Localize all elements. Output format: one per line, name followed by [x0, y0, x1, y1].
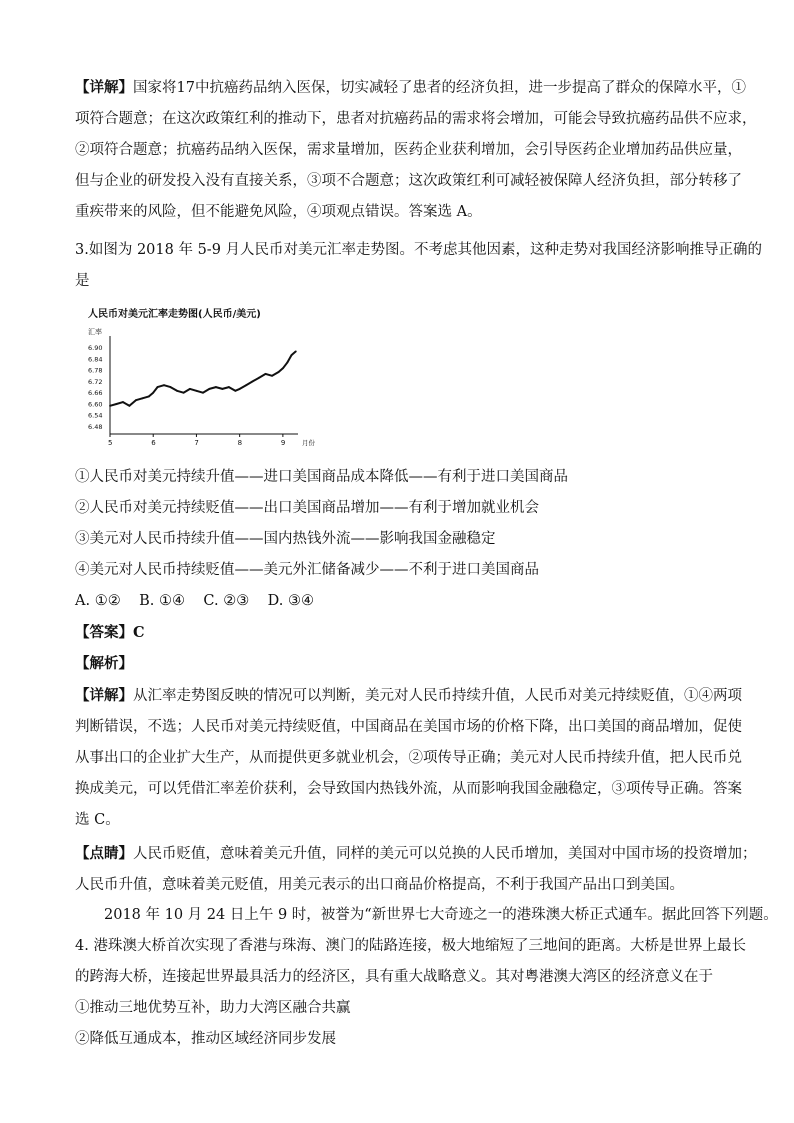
text-line: 判断错误，不选；人民币对美元持续贬值，中国商品在美国市场的价格下降，出口美国的商品增加，促使	[75, 719, 742, 735]
data-point	[189, 388, 191, 390]
data-point	[258, 377, 260, 379]
data-point	[209, 388, 211, 390]
data-point	[278, 371, 280, 373]
data-point	[221, 388, 223, 390]
option-item: ④美元对人民币持续贬值——美元外汇储备减少——不利于进口美国商品	[75, 562, 539, 578]
data-point	[234, 390, 236, 392]
data-point	[157, 386, 159, 388]
text-line: 从事出口的企业扩大生产，从而提供更多就业机会，②项传导正确；美元对人民币持续升值，把人民币兑	[75, 750, 742, 766]
data-point	[239, 388, 241, 390]
x-tick-label: 7	[194, 439, 199, 447]
text-line: 人民币升值，意味着美元贬值，用美元表示的出口商品价格提高，不利于我国产品出口到美国。	[75, 877, 684, 893]
data-point	[291, 354, 293, 356]
exchange-rate-series-line	[110, 351, 296, 405]
text-line: 3.如图为 2018 年 5-9 月人民币对美元汇率走势图。不考虑其他因素，这种走势对我国经济影响推导正确的	[75, 242, 763, 258]
data-point	[163, 384, 165, 386]
y-tick-label: 6.54	[88, 411, 103, 420]
data-point	[183, 392, 185, 394]
answer-label: 【答案】C	[75, 624, 145, 641]
x-tick-label: 8	[237, 439, 243, 447]
question-3-stem	[75, 235, 763, 297]
text-line: 选 C。	[75, 812, 120, 828]
data-point	[135, 399, 137, 401]
x-tick-label: 5	[108, 439, 113, 447]
y-tick-label: 6.60	[88, 400, 103, 409]
data-point	[228, 386, 230, 388]
data-point	[116, 403, 118, 405]
data-point	[286, 362, 288, 364]
text-line: 重疾带来的风险，但不能避免风险，④项观点错误。答案选 A。	[75, 204, 482, 220]
explanation-tag: 【详解】	[75, 79, 133, 96]
y-tick-label: 6.90	[88, 344, 103, 353]
option-item: ①人民币对美元持续升值——进口美国商品成本降低——有利于进口美国商品	[75, 469, 568, 485]
text-line: 人民币贬值，意味着美元升值，同样的美元可以兑换的人民币增加，美国对中国市场的投资增加；	[133, 846, 757, 862]
x-tick-label: 9	[280, 439, 286, 447]
text-line: 但与企业的研发投入没有直接关系，③项不合题意；这次政策红利可减轻被保障人经济负担，部分转移了	[75, 173, 742, 189]
data-point	[295, 350, 297, 352]
text-line: 是	[75, 273, 90, 289]
answer-choices: A. ①② B. ①④ C. ②③ D. ③④	[75, 593, 314, 609]
text-line: 国家将17中抗癌药品纳入医保，切实减轻了患者的经济负担，进一步提高了群众的保障水平，①	[133, 80, 746, 96]
y-tick-label: 6.78	[88, 366, 103, 375]
y-tick-label: 6.48	[88, 422, 103, 431]
option-item: ②人民币对美元持续贬值——出口美国商品增加——有利于增加就业机会	[75, 500, 539, 516]
y-tick-label: 6.84	[88, 355, 103, 364]
data-point	[109, 405, 111, 407]
explanation-paragraph-q3	[75, 680, 742, 836]
text-line: 从汇率走势图反映的情况可以判断，美元对人民币持续升值，人民币对美元持续贬值，①④两项	[133, 688, 742, 704]
data-point	[202, 392, 204, 394]
y-tick-label: 6.66	[88, 389, 103, 398]
explanation-tag: 【详解】	[75, 687, 133, 704]
analysis-label: 【解析】	[75, 655, 133, 672]
data-point	[142, 397, 144, 399]
question-3-options	[75, 462, 735, 679]
data-point	[122, 401, 124, 403]
text-line: 的跨海大桥，连接起世界最具活力的经济区，具有重大战略意义。其对粤港澳大湾区的经济意义在于	[75, 969, 713, 985]
y-axis-label: 汇率	[88, 328, 102, 336]
data-point	[196, 390, 198, 392]
x-axis-label: 月份	[302, 439, 315, 447]
question-4	[75, 900, 778, 1055]
data-point	[252, 381, 254, 383]
option-item: ②降低互通成本，推动区域经济同步发展	[75, 1031, 336, 1047]
option-item: ③美元对人民币持续升值——国内热钱外流——影响我国金融稳定	[75, 531, 496, 547]
text-line: 4. 港珠澳大桥首次实现了香港与珠海、澳门的陆路连接，极大地缩短了三地间的距离。大桥是世界上最长	[75, 938, 746, 954]
question-4-intro: 2018 年 10 月 24 日上午 9 时，被誉为“新世界七大奇迹之一的港珠澳大桥正式通车。据此回答下列题。	[104, 907, 778, 923]
chart-title: 人民币对美元汇率走势图(人民币/美元)	[88, 309, 261, 320]
text-line: 换成美元，可以凭借汇率差价获利，会导致国内热钱外流，从而影响我国金融稳定，③项传导正确。答案	[75, 781, 742, 797]
x-tick-label: 6	[151, 439, 156, 447]
data-point	[176, 390, 178, 392]
data-point	[152, 392, 154, 394]
data-point	[129, 405, 131, 407]
data-point	[271, 375, 273, 377]
y-tick-label: 6.72	[88, 377, 103, 386]
data-point	[282, 367, 284, 369]
option-item: ①推动三地优势互补，助力大湾区融合共赢	[75, 1000, 351, 1016]
data-point	[265, 373, 267, 375]
tip-paragraph	[75, 838, 757, 901]
data-point	[170, 386, 172, 388]
tip-tag: 【点睛】	[75, 845, 133, 862]
text-line: ②项符合题意；抗癌药品纳入医保，需求量增加，医药企业获利增加，会引导医药企业增加药品供应量，	[75, 142, 742, 158]
data-point	[215, 386, 217, 388]
data-point	[148, 396, 150, 398]
data-point	[245, 384, 247, 386]
text-line: 项符合题意；在这次政策红利的推动下，患者对抗癌药品的需求将会增加，可能会导致抗癌药品供不应求，	[75, 111, 757, 127]
exchange-rate-chart	[82, 304, 322, 454]
explanation-paragraph-q2	[75, 72, 757, 228]
